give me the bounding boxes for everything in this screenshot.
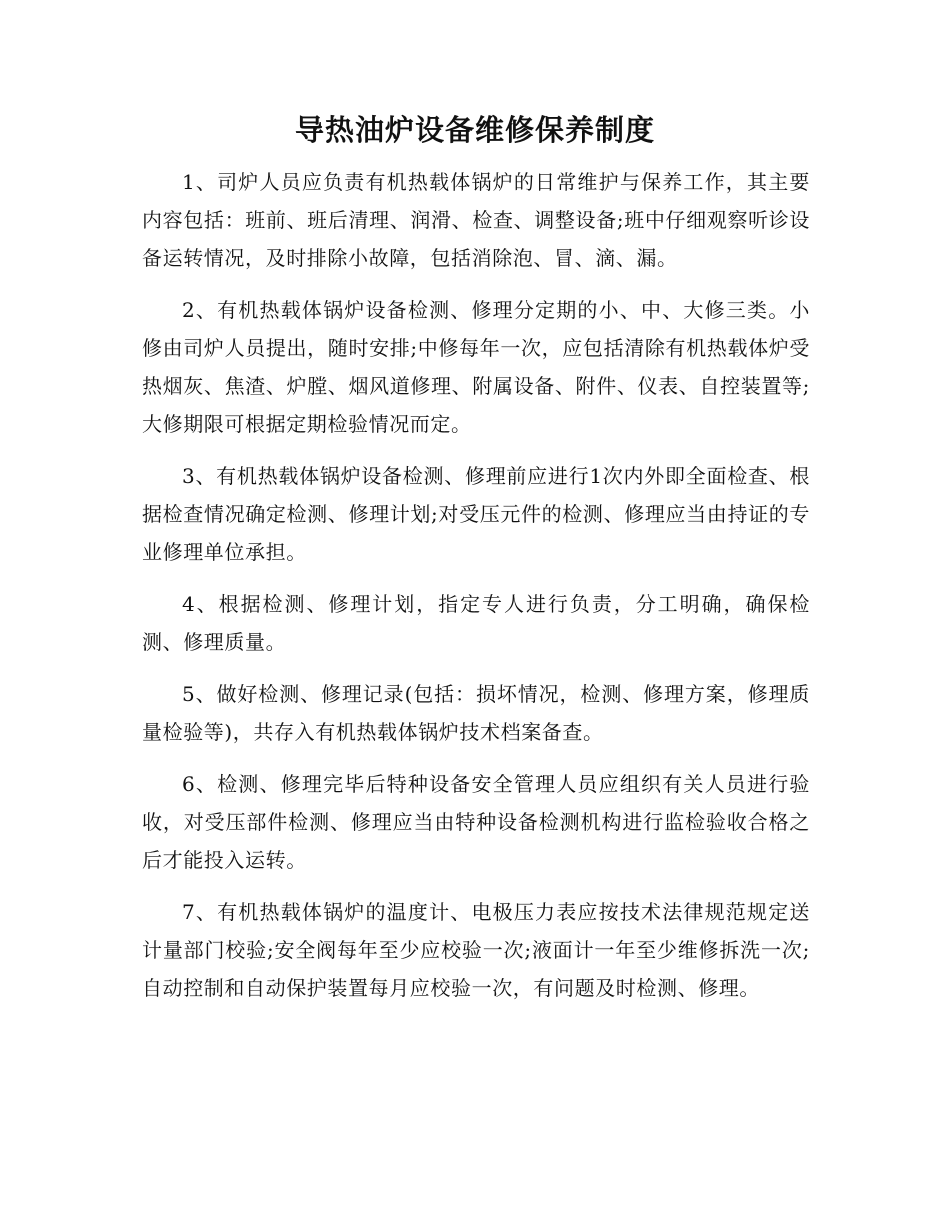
paragraph-1: 1、司炉人员应负责有机热载体锅炉的日常维护与保养工作，其主要内容包括：班前、班后清理、润滑、检查、调整设备;班中仔细观察听诊设备运转情况，及时排除小故障，包括消除泡、冒、滴、漏。 — [142, 170, 810, 270]
paragraph-7: 7、有机热载体锅炉的温度计、电极压力表应按技术法律规范规定送计量部门校验;安全阀每年至少应校验一次;液面计一年至少维修拆洗一次;自动控制和自动保护装置每月应校验一次，有问题及时检测、修理。 — [142, 900, 810, 1000]
document-body — [142, 163, 810, 1021]
paragraph-5: 5、做好检测、修理记录(包括：损坏情况，检测、修理方案，修理质量检验等)，共存入有机热载体锅炉技术档案备查。 — [142, 682, 810, 744]
paragraph-4: 4、根据检测、修理计划，指定专人进行负责，分工明确，确保检测、修理质量。 — [142, 592, 810, 654]
document-title: 导热油炉设备维修保养制度 — [294, 113, 655, 147]
paragraph-6: 6、检测、修理完毕后特种设备安全管理人员应组织有关人员进行验收，对受压部件检测、修理应当由特种设备检测机构进行监检验收合格之后才能投入运转。 — [142, 772, 810, 872]
paragraph-2: 2、有机热载体锅炉设备检测、修理分定期的小、中、大修三类。小修由司炉人员提出，随时安排;中修每年一次，应包括清除有机热载体炉受热烟灰、焦渣、炉膛、烟风道修理、附属设备、附件、仪表、自控装置等;大修期限可根据定期检验情况而定。 — [142, 298, 810, 436]
paragraph-3: 3、有机热载体锅炉设备检测、修理前应进行1次内外即全面检查、根据检查情况确定检测、修理计划;对受压元件的检测、修理应当由持证的专业修理单位承担。 — [142, 464, 810, 564]
